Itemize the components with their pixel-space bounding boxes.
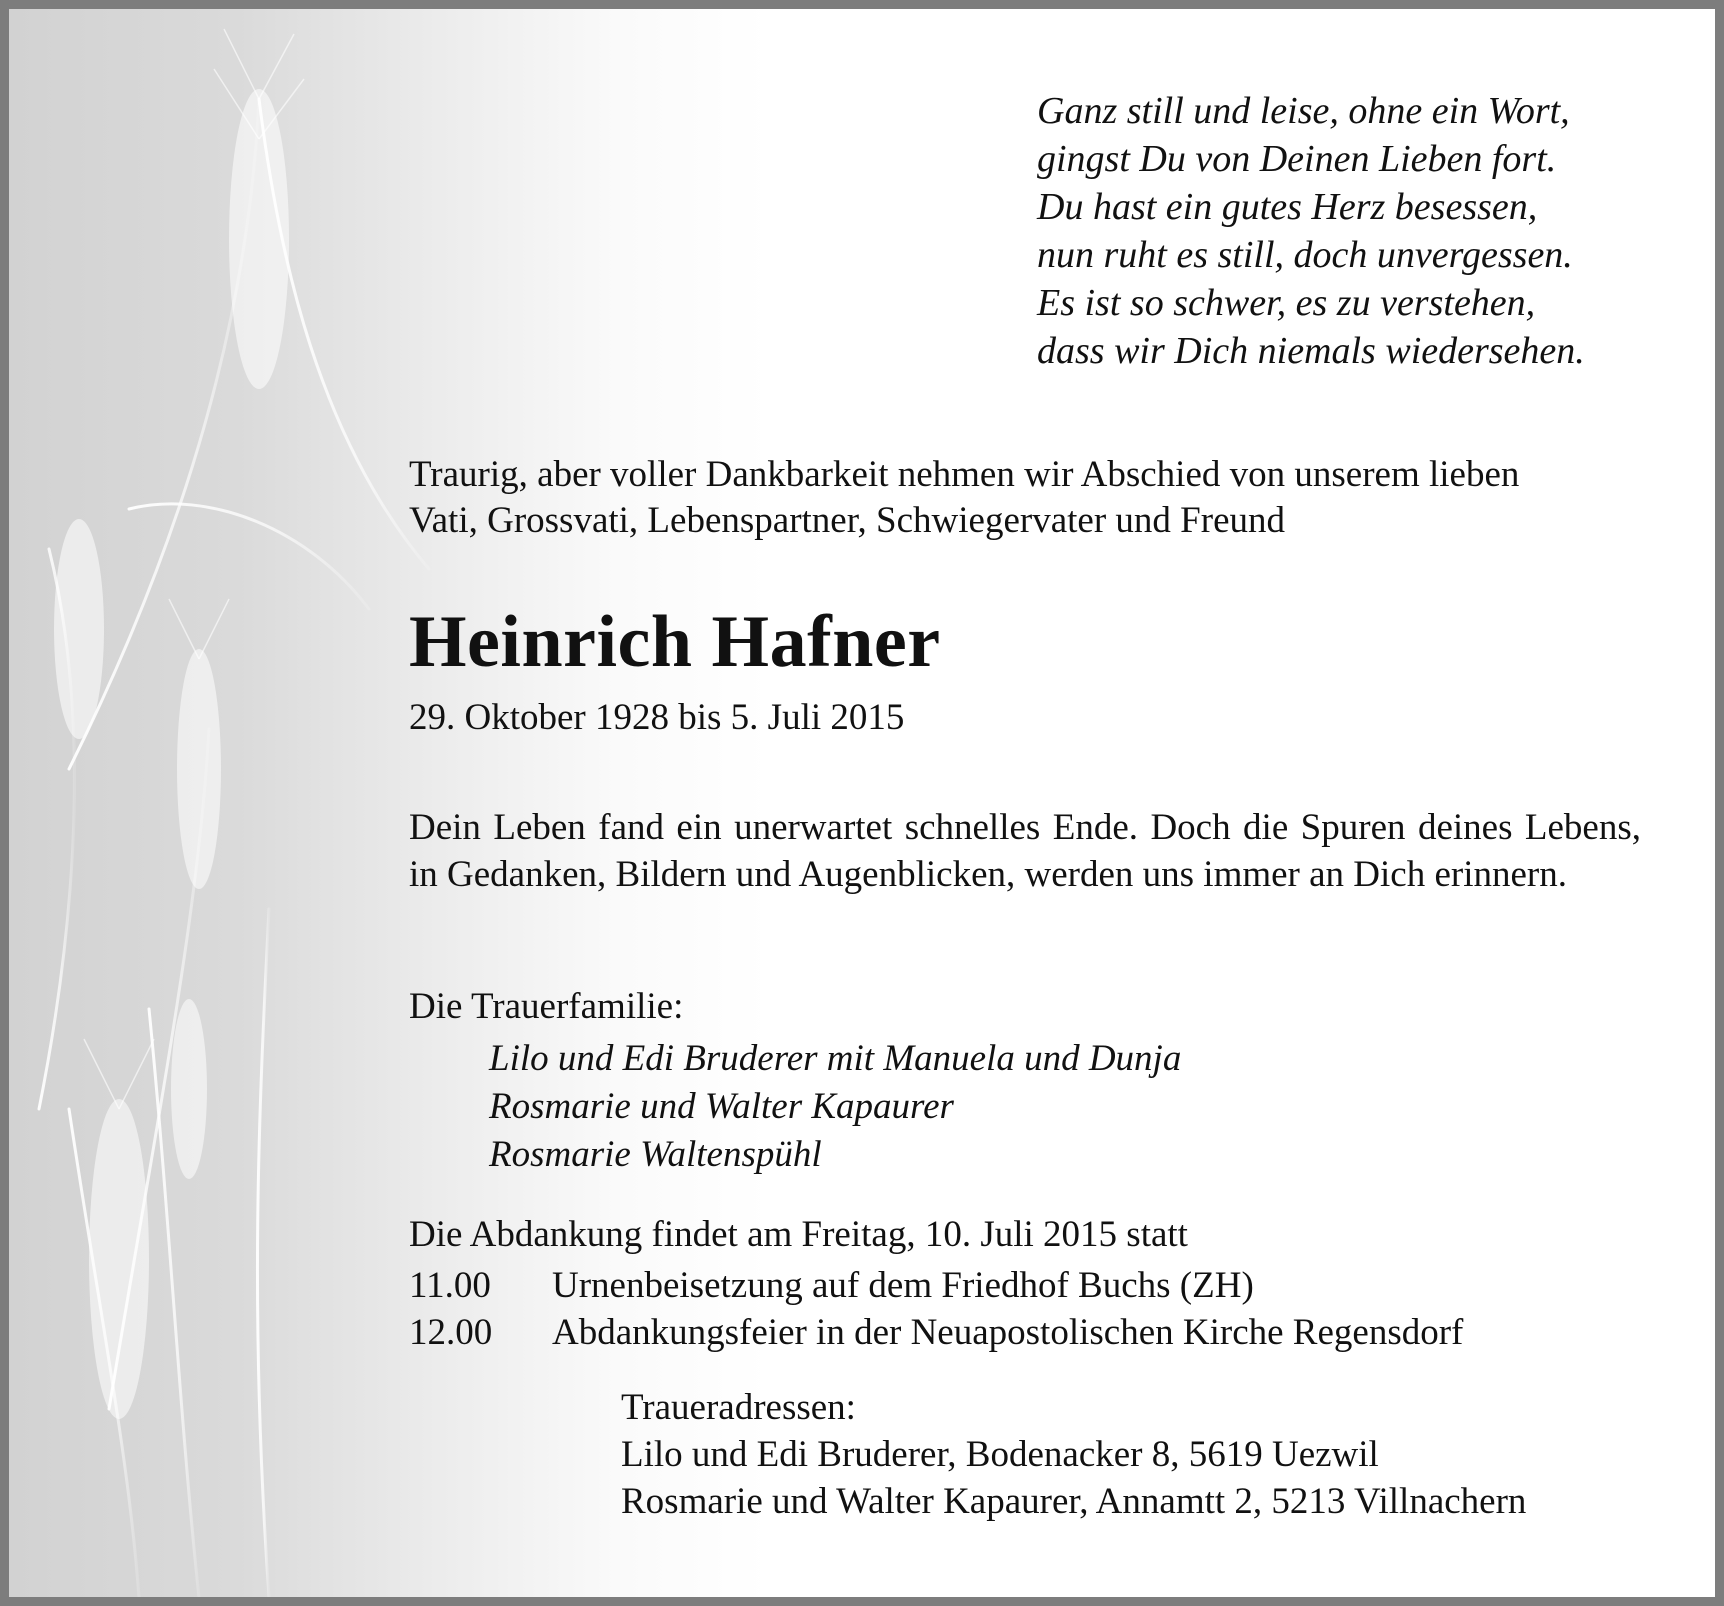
addresses-label: Traueradressen:	[621, 1387, 856, 1428]
intro-line: Traurig, aber voller Dankbarkeit nehmen wir Abschied von unserem lieben	[409, 454, 1520, 495]
ceremony-announcement: Die Abdankung findet am Freitag, 10. Juli 2015 statt	[409, 1214, 1188, 1255]
life-dates: 29. Oktober 1928 bis 5. Juli 2015	[409, 697, 905, 738]
wheat-ears-illustration	[9, 9, 769, 1597]
family-member: Rosmarie und Walter Kapaurer	[489, 1086, 954, 1127]
memorial-poem	[1037, 87, 1585, 375]
poem-line: Es ist so schwer, es zu verstehen,	[1037, 282, 1536, 324]
address-line: Lilo und Edi Bruderer, Bodenacker 8, 5619 Uezwil	[621, 1434, 1379, 1475]
poem-line: Ganz still und leise, ohne ein Wort,	[1037, 90, 1570, 132]
family-members-list	[489, 1035, 1181, 1179]
wheat-background-image	[9, 9, 769, 1597]
schedule-event: Urnenbeisetzung auf dem Friedhof Buchs (ZH)	[552, 1265, 1254, 1306]
schedule-event: Abdankungsfeier in der Neuapostolischen Kirche Regensdorf	[552, 1312, 1464, 1353]
memorial-message: Dein Leben fand ein unerwartet schnelles Ende. Doch die Spuren deines Lebens, in Gedanken, Bildern und Augenblicken, werden uns immer an Dich erinnern.	[409, 807, 1641, 895]
family-member: Lilo und Edi Bruderer mit Manuela und Dunja	[489, 1038, 1182, 1079]
family-label: Die Trauerfamilie:	[409, 986, 684, 1027]
deceased-name: Heinrich Hafner	[409, 601, 941, 683]
mourning-addresses	[621, 1384, 1526, 1525]
poem-line: gingst Du von Deinen Lieben fort.	[1037, 138, 1557, 180]
intro-line: Vati, Grossvati, Lebenspartner, Schwiegervater und Freund	[409, 500, 1285, 541]
poem-line: nun ruht es still, doch unvergessen.	[1037, 234, 1573, 276]
schedule-time: 12.00	[409, 1312, 493, 1353]
poem-line: dass wir Dich niemals wiedersehen.	[1037, 330, 1585, 372]
family-member: Rosmarie Waltenspühl	[489, 1134, 822, 1175]
farewell-intro	[409, 452, 1519, 544]
schedule-time: 11.00	[409, 1265, 491, 1306]
poem-line: Du hast ein gutes Herz besessen,	[1037, 186, 1538, 228]
obituary-notice	[9, 9, 1715, 1597]
address-line: Rosmarie und Walter Kapaurer, Annamtt 2, 5213 Villnachern	[621, 1481, 1527, 1522]
